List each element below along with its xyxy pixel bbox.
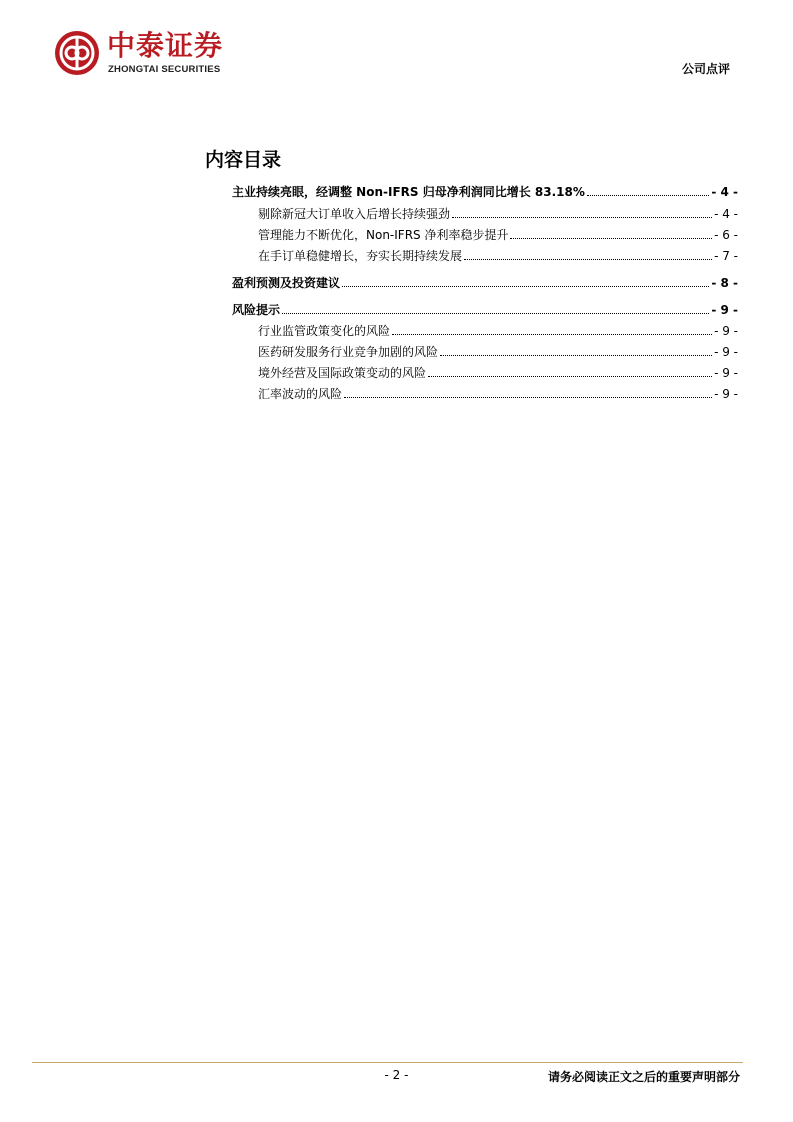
toc-entry[interactable] — [232, 274, 738, 290]
toc-leader-dots — [452, 216, 712, 218]
zhongtai-logo-icon — [55, 31, 99, 75]
toc-entry-text: 在手订单稳健增长，夯实长期持续发展 — [258, 249, 463, 263]
report-type-label: 公司点评 — [681, 62, 730, 76]
company-logo — [55, 28, 235, 78]
toc-entry-text: 主业持续亮眼，经调整 Non-IFRS 归母净利润同比增长 83.18% — [232, 185, 585, 199]
toc-entry[interactable] — [258, 322, 738, 338]
logo-chinese-name: 中泰证券 — [107, 29, 224, 62]
toc-leader-dots — [428, 375, 712, 377]
toc-leader-dots — [344, 396, 712, 398]
footer-disclaimer: 请务必阅读正文之后的重要声明部分 — [547, 1070, 740, 1084]
toc-entry-text: 医药研发服务行业竞争加剧的风险 — [258, 345, 439, 359]
toc-entry-text: 风险提示 — [232, 303, 281, 317]
toc-leader-dots — [587, 194, 709, 196]
toc-leader-dots — [392, 333, 712, 335]
toc-entry[interactable] — [232, 183, 738, 199]
toc-entry-text: 境外经营及国际政策变动的风险 — [258, 366, 427, 380]
toc-leader-dots — [464, 258, 712, 260]
toc-entry-page: - 9 - — [711, 303, 738, 317]
toc-entry-page: - 9 - — [714, 345, 738, 359]
toc-leader-dots — [282, 312, 709, 314]
toc-entry[interactable] — [258, 247, 738, 263]
toc-entry[interactable] — [232, 301, 738, 317]
toc-entry-page: - 9 - — [714, 324, 738, 338]
footer-page-number: - 2 - — [384, 1068, 409, 1082]
toc-entry[interactable] — [258, 364, 738, 380]
footer-divider — [32, 1062, 743, 1063]
toc-entry-page: - 4 - — [711, 185, 738, 199]
toc-entry[interactable] — [258, 343, 738, 359]
toc-entry[interactable] — [258, 385, 738, 401]
toc-entry-page: - 6 - — [714, 228, 738, 242]
toc-leader-dots — [510, 237, 712, 239]
toc-entry[interactable] — [258, 205, 738, 221]
toc-title: 内容目录 — [205, 149, 282, 171]
toc-entry-page: - 9 - — [714, 387, 738, 401]
toc-entry-page: - 7 - — [714, 249, 738, 263]
toc-entry-text: 行业监管政策变化的风险 — [258, 324, 391, 338]
toc-entry-page: - 8 - — [711, 276, 738, 290]
toc-entry-text: 剔除新冠大订单收入后增长持续强劲 — [258, 207, 451, 221]
toc-entry-text: 管理能力不断优化，Non-IFRS 净利率稳步提升 — [258, 228, 509, 242]
toc-leader-dots — [440, 354, 712, 356]
toc-entry-page: - 4 - — [714, 207, 738, 221]
toc-entry[interactable] — [258, 226, 738, 242]
toc-entry-page: - 9 - — [714, 366, 738, 380]
toc-entry-text: 汇率波动的风险 — [258, 387, 343, 401]
toc-leader-dots — [342, 285, 709, 287]
logo-english-name: ZHONGTAI SECURITIES — [108, 64, 221, 75]
toc-entry-text: 盈利预测及投资建议 — [232, 276, 341, 290]
